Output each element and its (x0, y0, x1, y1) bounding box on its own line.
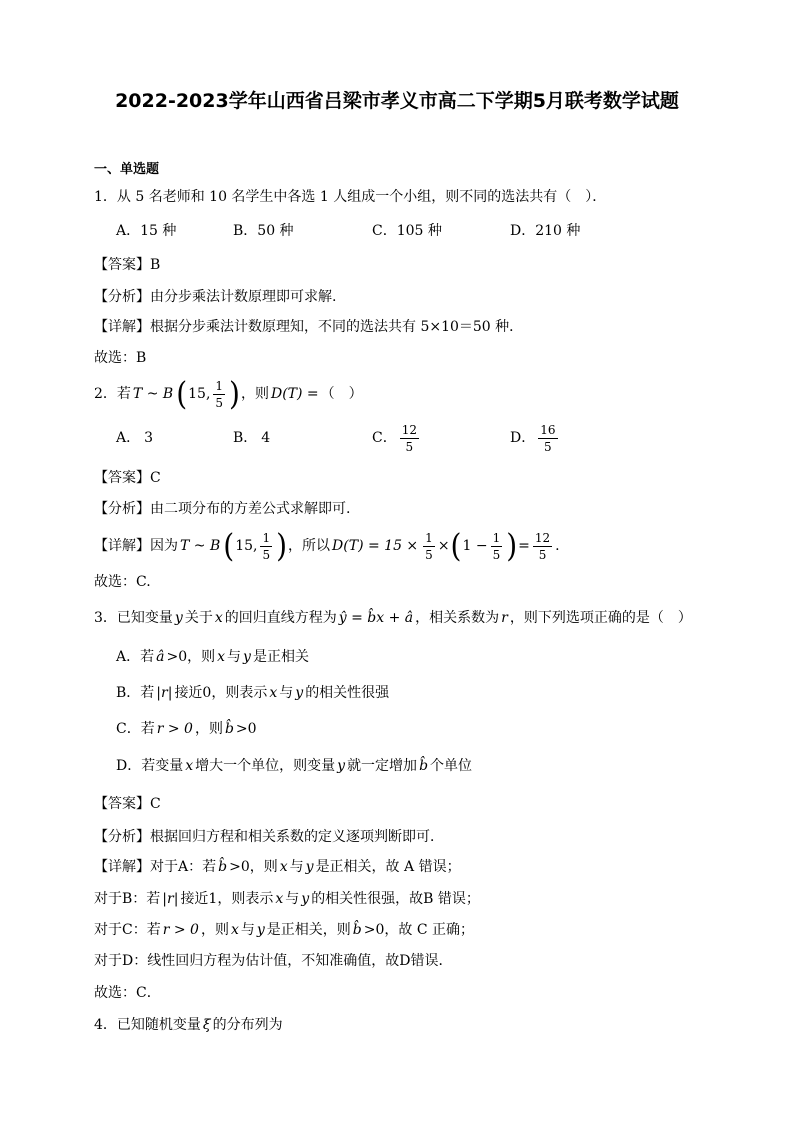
math-variable: x (279, 859, 288, 875)
math-variable: b̂ (218, 859, 228, 875)
math-variable: x (214, 610, 223, 626)
math-variable: r > 0 (162, 922, 199, 938)
question-2-option-a (116, 418, 153, 458)
question-2-option-c (372, 418, 422, 458)
stem-text: 2．若 (94, 386, 131, 402)
fraction (491, 531, 503, 562)
document-title: 2022-2023学年山西省吕梁市孝义市高二下学期5月联考数学试题 (115, 90, 679, 112)
math-variable: x (217, 649, 226, 665)
answer-value: C (150, 796, 161, 812)
left-paren: ( (176, 374, 188, 413)
stem-text: 的分布列为 (212, 1017, 283, 1033)
option-text: 增大一个单位，则变量 (195, 758, 336, 774)
answer-blank: （ ） (320, 386, 363, 402)
stem-text: 的回归直线方程为 (224, 610, 337, 626)
option-text: 的相关性很强 (305, 685, 390, 701)
detail-text: 是正相关，则 (266, 922, 351, 938)
question-1-option-c: C．105 种 (372, 223, 442, 239)
math-variable: r (501, 610, 508, 626)
answer-label: 【答案】 (94, 796, 150, 812)
analysis-text: 由二项分布的方差公式求解即可. (150, 501, 351, 517)
equals-sign: = (518, 538, 530, 554)
distribution-notation: T ~ B (180, 538, 221, 554)
option-label: B． (233, 430, 258, 446)
answer-label: 【答案】 (94, 257, 150, 273)
fraction-denominator: 5 (405, 439, 414, 454)
result-fraction (533, 531, 552, 562)
fraction-numerator: 1 (425, 530, 433, 545)
math-variable: y (256, 922, 265, 938)
analysis-label: 【分析】 (94, 829, 150, 845)
question-1-option-b: B．50 种 (233, 223, 294, 239)
detail-text: 的相关性很强，故B 错误； (311, 891, 480, 907)
math-variable: â (156, 649, 165, 665)
fraction (423, 531, 435, 562)
distribution-notation: T ~ B (132, 386, 174, 402)
detail-label: 【详解】 (94, 859, 150, 875)
question-3-option-b (116, 673, 389, 713)
math-variable: b̂ (224, 721, 234, 737)
detail-text: 与 (240, 922, 255, 938)
question-2-analysis (94, 489, 350, 529)
detail-text: >0，故 C 正确； (363, 922, 474, 938)
fraction-denominator: 5 (425, 547, 433, 562)
fraction-denominator: 5 (538, 547, 547, 562)
option-text: >0 (235, 721, 257, 737)
variance-expression: D(T) = (270, 386, 319, 402)
detail-label: 【详解】 (94, 319, 150, 335)
detail-text: 与 (285, 891, 300, 907)
question-1-option-d: D．210 种 (510, 223, 581, 239)
fraction-numerator: 1 (492, 530, 501, 545)
times-sign: × (437, 538, 450, 554)
analysis-text: 根据回归方程和相关系数的定义逐项判断即可． (150, 829, 444, 845)
math-variable: y (337, 758, 346, 774)
period: . (555, 538, 560, 554)
option-text: D．若变量 (116, 758, 184, 774)
question-2-option-b (233, 418, 270, 458)
detail-text: ，则 (200, 922, 229, 938)
question-1-option-a: A．15 种 (116, 223, 177, 239)
detail-text: 对于A：若 (150, 859, 217, 875)
math-variable: y (243, 649, 251, 665)
fraction-numerator: 12 (401, 422, 417, 437)
detail-text: 对于C：若 (94, 922, 161, 938)
option-label: C． (372, 430, 397, 446)
question-2-detail (94, 526, 560, 566)
fraction-denominator: 5 (544, 439, 552, 454)
probability-fraction (260, 531, 272, 562)
math-variable: y (305, 859, 314, 875)
trials-count: 15, (235, 538, 258, 554)
left-paren: ( (223, 526, 235, 565)
math-variable: x (275, 891, 284, 907)
option-text: 与 (227, 649, 242, 665)
fraction-numerator: 1 (262, 530, 271, 545)
option-value: 3 (144, 430, 154, 446)
option-text: 与 (279, 685, 294, 701)
math-variable: r > 0 (156, 721, 193, 737)
question-3-conclusion: 故选：C． (94, 985, 161, 1001)
fraction-denominator: 5 (215, 395, 224, 410)
option-text: 就一定增加 (347, 758, 418, 774)
question-1-conclusion: 故选：B (94, 350, 147, 366)
detail-text: 对于B：若 (94, 891, 161, 907)
variance-expression: D(T) = 15 × (332, 538, 419, 554)
math-variable: x (269, 685, 278, 701)
section-heading: 一、单选题 (94, 162, 160, 177)
question-1-stem: 1．从 5 名老师和 10 名学生中各选 1 人组成一个小组，则不同的选法共有（ ）． (94, 189, 607, 205)
math-variable: y (295, 685, 304, 701)
analysis-label: 【分析】 (94, 501, 150, 517)
option-text: 是正相关 (252, 649, 309, 665)
fraction-denominator: 5 (492, 547, 501, 562)
question-3-stem (94, 598, 692, 638)
detail-text: 对于D：线性回归方程为估计值，不知准确值，故D错误． (94, 953, 453, 969)
regression-equation: ŷ = b̂x + â (338, 610, 414, 626)
fraction-denominator: 5 (262, 547, 271, 562)
option-fraction (400, 423, 419, 454)
option-label: A． (116, 430, 141, 446)
one-minus: 1 − (462, 538, 488, 554)
analysis-label: 【分析】 (94, 289, 150, 305)
question-1-detail (94, 307, 523, 347)
probability-fraction (213, 379, 225, 410)
fraction-numerator: 1 (215, 378, 224, 393)
stem-text: ，则 (240, 386, 269, 402)
detail-text: 是正相关，故 A 错误； (315, 859, 461, 875)
question-2-option-d (510, 418, 561, 458)
question-2-stem (94, 374, 363, 414)
math-variable: b̂ (352, 922, 362, 938)
question-3-option-a (116, 637, 309, 677)
option-text: >0，则 (166, 649, 216, 665)
question-3-option-c (116, 709, 257, 749)
option-value: 4 (261, 430, 271, 446)
right-paren: ) (229, 374, 240, 413)
stem-text: 4．已知随机变量 (94, 1017, 201, 1033)
trials-count: 15, (188, 386, 211, 402)
math-variable: b̂ (419, 758, 429, 774)
analysis-text: 由分步乘法计数原理即可求解. (150, 289, 337, 305)
stem-text: 关于 (184, 610, 213, 626)
option-text: B．若 (116, 685, 155, 701)
option-text: A．若 (116, 649, 155, 665)
fraction-numerator: 16 (540, 422, 556, 437)
option-text: 接近0，则表示 (174, 685, 268, 701)
right-paren: ) (506, 526, 518, 565)
right-paren: ) (276, 526, 288, 565)
math-variable: y (174, 610, 183, 626)
math-variable: x (185, 758, 194, 774)
answer-value: B (150, 257, 161, 273)
option-text: C．若 (116, 721, 155, 737)
fraction-numerator: 12 (534, 530, 551, 545)
option-text: 个单位 (430, 758, 473, 774)
answer-value: C (150, 470, 161, 486)
question-3-option-d (116, 746, 472, 786)
left-paren: ( (450, 526, 462, 565)
option-text: ，则 (194, 721, 223, 737)
detail-text: 与 (289, 859, 304, 875)
option-label: D． (510, 430, 536, 446)
option-fraction (538, 423, 557, 454)
math-variable: |r| (162, 891, 179, 907)
question-4-stem (94, 1005, 283, 1045)
math-variable: ξ (202, 1017, 211, 1033)
stem-text: ，相关系数为 (415, 610, 500, 626)
math-variable: y (301, 891, 310, 907)
detail-text: 接近1，则表示 (180, 891, 274, 907)
math-variable: |r| (156, 685, 173, 701)
question-2-conclusion: 故选：C. (94, 574, 151, 590)
detail-text: >0，则 (229, 859, 278, 875)
detail-label: 【详解】 (94, 538, 150, 554)
detail-text: 根据分步乘法计数原理知，不同的选法共有 5×10＝50 种． (150, 319, 524, 335)
detail-text: 因为 (150, 538, 178, 554)
stem-text: 3．已知变量 (94, 610, 173, 626)
answer-label: 【答案】 (94, 470, 150, 486)
detail-text: ，所以 (288, 538, 331, 554)
math-variable: x (230, 922, 239, 938)
stem-text: ，则下列选项正确的是（ ） (509, 610, 692, 626)
